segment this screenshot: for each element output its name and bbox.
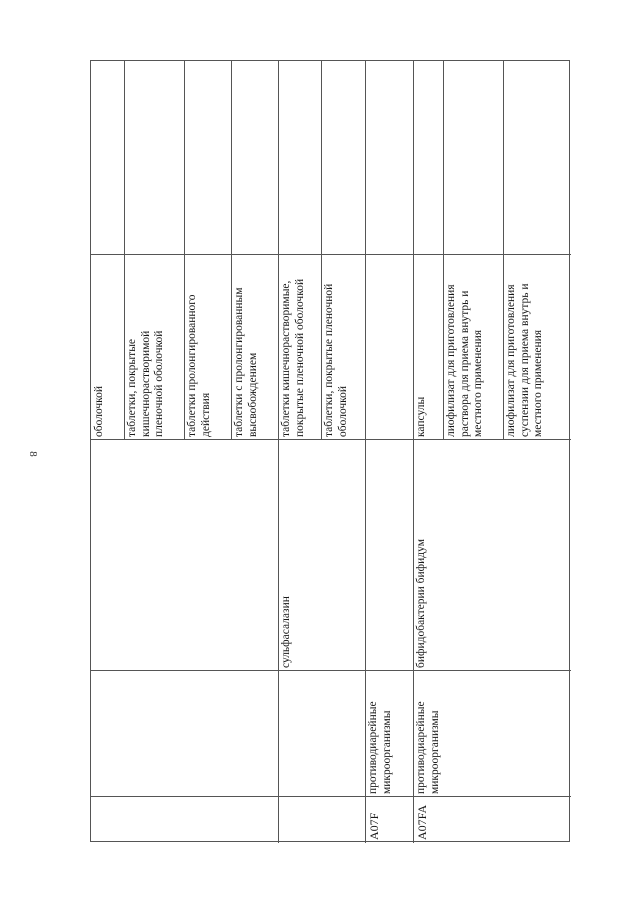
table-cell xyxy=(443,255,503,440)
table-cell xyxy=(91,255,124,440)
table-rotated-content xyxy=(91,61,571,843)
atc-code: A07F xyxy=(367,812,381,840)
dosage-form: лиофилизат для приготовления суспензии для приема внутрь и местного применения xyxy=(505,283,545,437)
table-cell xyxy=(124,255,184,440)
table-cell xyxy=(321,255,365,440)
table-cell xyxy=(278,440,365,671)
table-cell xyxy=(413,671,571,797)
substance-name: сульфасалазин xyxy=(280,596,292,668)
table-cell xyxy=(365,671,413,797)
document-table xyxy=(90,60,570,842)
table-cell xyxy=(413,255,443,440)
atc-group-name: противодиарейные микроорганизмы xyxy=(415,701,441,794)
dosage-form: лиофилизат для приготовления раствора для приема внутрь и местного применения xyxy=(445,284,485,437)
table-cell xyxy=(365,797,413,843)
dosage-form: таблетки с пролонгированным высвобождением xyxy=(233,287,259,437)
dosage-form: таблетки, покрытые пленочной оболочкой xyxy=(323,283,349,437)
table-cell xyxy=(184,255,231,440)
dosage-form: таблетки кишечнорастворимые, покрытые пленочной оболочкой xyxy=(280,278,306,437)
table-cell xyxy=(503,255,571,440)
table-cell xyxy=(231,255,278,440)
dosage-form: таблетки, покрытые кишечнорастворимой пленочной оболочкой xyxy=(126,330,166,437)
atc-code: A07FA xyxy=(415,804,429,840)
dosage-form: таблетки пролонгированного действия xyxy=(186,294,212,437)
atc-group-name: противодиарейные микроорганизмы xyxy=(367,701,393,794)
dosage-form: капсулы xyxy=(415,396,427,437)
table-cell xyxy=(278,255,321,440)
table-cell xyxy=(413,440,571,671)
substance-name: бифидобактерии бифидум xyxy=(415,538,427,668)
page-number: 8 xyxy=(27,451,39,457)
dosage-form: оболочкой xyxy=(93,385,105,437)
table-cell xyxy=(413,797,571,843)
